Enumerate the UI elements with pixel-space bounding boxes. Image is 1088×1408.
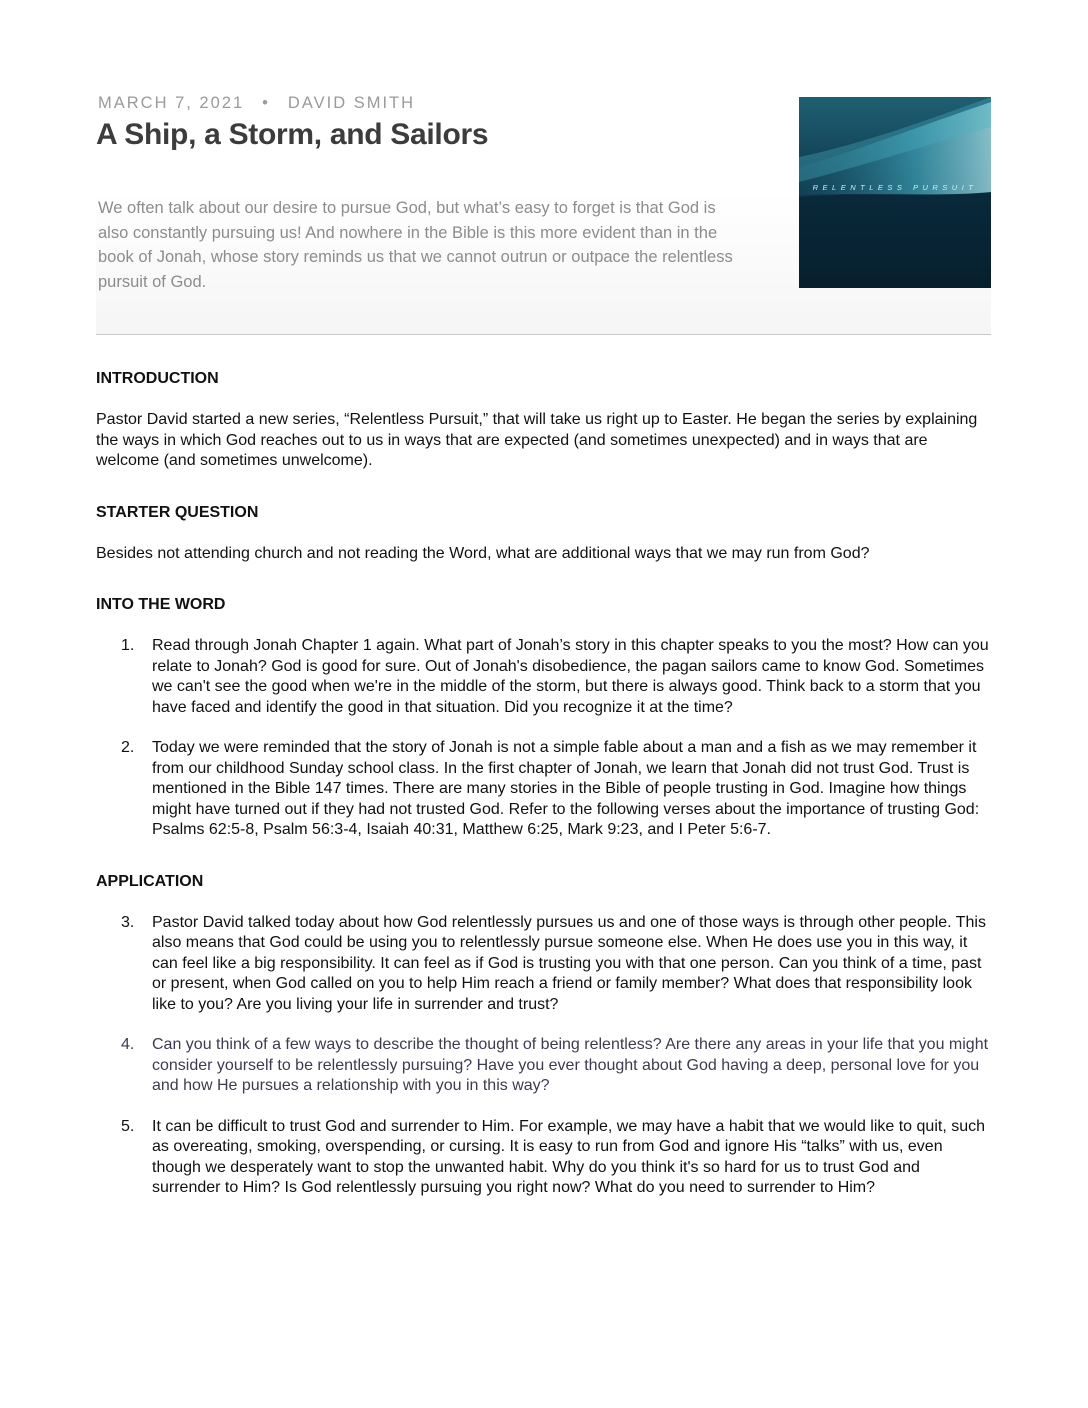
question-number: 4. [121, 1036, 135, 1053]
sermon-meta [98, 94, 415, 113]
question-text: Can you think of a few ways to describe the thought of being relentless? Are there any areas in your life that you might consider yourself to be relentlessly pursuing? Have you ever thought about God having a deep, personal love for you and how He pursues a relationship with you in this way? [152, 1036, 989, 1094]
header-divider [96, 334, 991, 335]
series-artwork [799, 97, 991, 288]
starter-text: Besides not attending church and not reading the Word, what are additional ways that we may run from God? [96, 544, 870, 562]
meta-separator: • [262, 94, 270, 112]
section-into-the-word [96, 594, 991, 841]
question-text: Read through Jonah Chapter 1 again. What part of Jonah’s story in this chapter speaks to you the most? How can you relate to Jonah? God is good for sure. Out of Jonah's disobedience, the pagan sailors came to know God. Sometimes we can't see the good when we're in the middle of the storm, but there is always good. Think back to a storm that you have faced and identify the good in that situation. Did you recognize it at the time? [152, 637, 989, 716]
introduction-heading: INTRODUCTION [96, 370, 219, 387]
series-artwork-graphic [799, 97, 991, 288]
sermon-speaker: DAVID SMITH [287, 94, 416, 112]
question-item [96, 913, 991, 1016]
introduction-text: Pastor David started a new series, “Relentless Pursuit,” that will take us right up to Easter. He began the series by explaining the ways in which God reaches out to us in ways that are expected (and sometimes unexpected) and in ways that are welcome (and sometimes unwelcome). [96, 411, 978, 469]
series-title-text: RELENTLESS PURSUIT [812, 183, 978, 192]
question-text: It can be difficult to trust God and surrender to Him. For example, we may have a habit that we would like to quit, such as overeating, smoking, overspending, or cursing. It is easy to run from God and ignore His “talks” with us, even though we desperately want to stop the unwanted habit. Why do you think it's so hard for us to trust God and surrender to Him? Is God relentlessly pursuing you right now? What do you need to surrender to Him? [152, 1117, 986, 1196]
sermon-summary: We often talk about our desire to pursue God, but what’s easy to forget is that God is also constantly pursuing us! And nowhere in the Bible is this more evident than in the book of Jonah, whose story reminds us that we cannot outrun or outpace the relentless pursuit of God. [98, 199, 733, 291]
section-introduction [96, 368, 991, 472]
question-number: 2. [121, 739, 135, 756]
question-text: Pastor David talked today about how God relentlessly pursues us and one of those ways is through other people. This also means that God could be using you to relentlessly pursue someone else. When He does use you in this way, it can feel like a big responsibility. It can feel as if God is trusting you with that one person. Can you think of a time, past or present, when God called on you to help Him reach a friend or family member? What does that responsibility look like to you? Are you living your life in surrender and trust? [152, 913, 986, 1013]
question-number: 5. [121, 1117, 135, 1135]
question-number: 3. [121, 913, 135, 931]
section-application [96, 871, 991, 1199]
application-heading: APPLICATION [96, 872, 204, 890]
question-item [96, 1035, 991, 1097]
study-content [96, 368, 991, 1199]
question-item [96, 636, 991, 718]
sermon-title: A Ship, a Storm, and Sailors [96, 118, 489, 151]
starter-heading: STARTER QUESTION [96, 503, 259, 521]
question-number: 1. [121, 637, 135, 654]
question-item [96, 1117, 991, 1199]
sermon-date: MARCH 7, 2021 [98, 94, 245, 112]
section-starter-question [96, 502, 991, 565]
word-heading: INTO THE WORD [96, 596, 226, 613]
question-text: Today we were reminded that the story of Jonah is not a simple fable about a man and a fish as we may remember it from our childhood Sunday school class. In the first chapter of Jonah, we learn that Jonah did not trust God. Trust is mentioned in the Bible 147 times. There are many stories in the Bible of people trusting in God. Imagine how things might have turned out if they had not trusted God. Refer to the following verses about the importance of trusting God: Psalms 62:5-8, Psalm 56:3-4, Isaiah 40:31, Matthew 6:25, Mark 9:23, and I Peter 5:6-7. [152, 739, 980, 838]
question-item [96, 738, 991, 841]
